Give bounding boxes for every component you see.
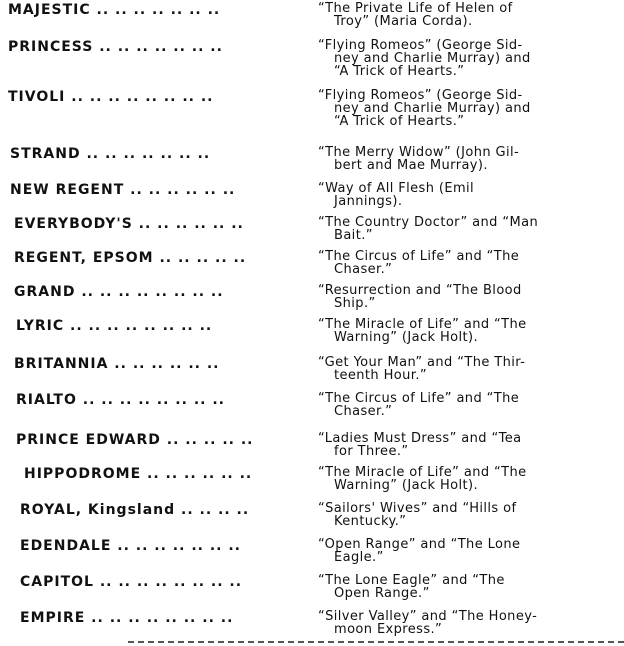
theatre-name: EMPIRE .. .. .. .. .. .. .. ..: [20, 610, 234, 626]
film-program-line: bert and Mae Murray).: [334, 158, 488, 173]
film-program-line: teenth Hour.”: [334, 368, 427, 383]
film-program-line: Chaser.”: [334, 404, 393, 419]
film-program-line: “A Trick of Hearts.”: [334, 64, 465, 79]
film-program: [318, 182, 590, 208]
film-program-line: “The Private Life of Helen of: [318, 1, 513, 16]
film-program: [318, 2, 590, 28]
bottom-dashed-rule: [128, 641, 624, 643]
film-program: [318, 356, 590, 382]
theatre-name: REGENT, EPSOM .. .. .. .. ..: [14, 250, 247, 266]
film-program: [318, 89, 590, 128]
film-program-line: “The Circus of Life” and “The: [318, 391, 520, 406]
film-program: [318, 574, 590, 600]
film-program-line: “Silver Valley” and “The Honey-: [318, 609, 538, 624]
film-program-line: “The Circus of Life” and “The: [318, 249, 520, 264]
film-program: [318, 250, 590, 276]
theatre-name: STRAND .. .. .. .. .. .. ..: [10, 146, 211, 162]
film-program-line: “Resurrection and “The Blood: [318, 283, 522, 298]
film-program: [318, 284, 590, 310]
film-program-line: ney and Charlie Murray) and: [334, 101, 531, 116]
film-program-line: moon Express.”: [334, 622, 443, 637]
theatre-name: HIPPODROME .. .. .. .. .. ..: [24, 466, 253, 482]
theatre-name: NEW REGENT .. .. .. .. .. ..: [10, 182, 236, 198]
theatre-name: EDENDALE .. .. .. .. .. .. ..: [20, 538, 241, 554]
theatre-name: PRINCESS .. .. .. .. .. .. ..: [8, 39, 223, 55]
film-program: [318, 216, 590, 242]
theatre-name: TIVOLI .. .. .. .. .. .. .. ..: [8, 89, 214, 105]
film-program-line: for Three.”: [334, 444, 409, 459]
film-program-line: “The Country Doctor” and “Man: [318, 215, 539, 230]
film-program-line: “Sailors' Wives” and “Hills of: [318, 501, 517, 516]
film-program-line: “Ladies Must Dress” and “Tea: [318, 431, 522, 446]
film-program-line: Jannings).: [334, 194, 403, 209]
film-program-line: “The Merry Widow” (John Gil-: [318, 145, 520, 160]
film-program-line: “Get Your Man” and “The Thir-: [318, 355, 526, 370]
theatre-name: RIALTO .. .. .. .. .. .. .. ..: [16, 392, 225, 408]
film-program-line: Chaser.”: [334, 262, 393, 277]
film-program: [318, 502, 590, 528]
film-program: [318, 610, 590, 636]
theatre-name: MAJESTIC .. .. .. .. .. .. ..: [8, 2, 221, 18]
film-program-line: Kentucky.”: [334, 514, 407, 529]
film-program-line: “The Lone Eagle” and “The: [318, 573, 505, 588]
film-program-line: Ship.”: [334, 296, 376, 311]
film-program: [318, 318, 590, 344]
theatre-name: CAPITOL .. .. .. .. .. .. .. ..: [20, 574, 243, 590]
film-program-line: Warning” (Jack Holt).: [334, 478, 479, 493]
film-program: [318, 39, 590, 78]
theatre-name: GRAND .. .. .. .. .. .. .. ..: [14, 284, 224, 300]
film-program-line: “A Trick of Hearts.”: [334, 114, 465, 129]
film-program-line: “Way of All Flesh (Emil: [318, 181, 475, 196]
film-program-line: “Open Range” and “The Lone: [318, 537, 521, 552]
film-program: [318, 392, 590, 418]
film-program-line: Troy” (Maria Corda).: [334, 14, 473, 29]
film-program-line: Warning” (Jack Holt).: [334, 330, 479, 345]
theatre-name: LYRIC .. .. .. .. .. .. .. ..: [16, 318, 213, 334]
theatre-name: EVERYBODY'S .. .. .. .. .. ..: [14, 216, 244, 232]
theatre-name: BRITANNIA .. .. .. .. .. ..: [14, 356, 220, 372]
film-program: [318, 466, 590, 492]
film-program-line: “The Miracle of Life” and “The: [318, 465, 527, 480]
theatre-name: PRINCE EDWARD .. .. .. .. ..: [16, 432, 254, 448]
film-program-line: Bait.”: [334, 228, 373, 243]
film-program-line: Eagle.”: [334, 550, 384, 565]
film-program: [318, 538, 590, 564]
film-program-line: Open Range.”: [334, 586, 430, 601]
film-program: [318, 432, 590, 458]
film-program-line: “Flying Romeos” (George Sid-: [318, 38, 523, 53]
film-program-line: ney and Charlie Murray) and: [334, 51, 531, 66]
theatre-name: ROYAL, Kingsland .. .. .. ..: [20, 502, 250, 518]
film-program-line: “Flying Romeos” (George Sid-: [318, 88, 523, 103]
film-program-line: “The Miracle of Life” and “The: [318, 317, 527, 332]
film-program: [318, 146, 590, 172]
